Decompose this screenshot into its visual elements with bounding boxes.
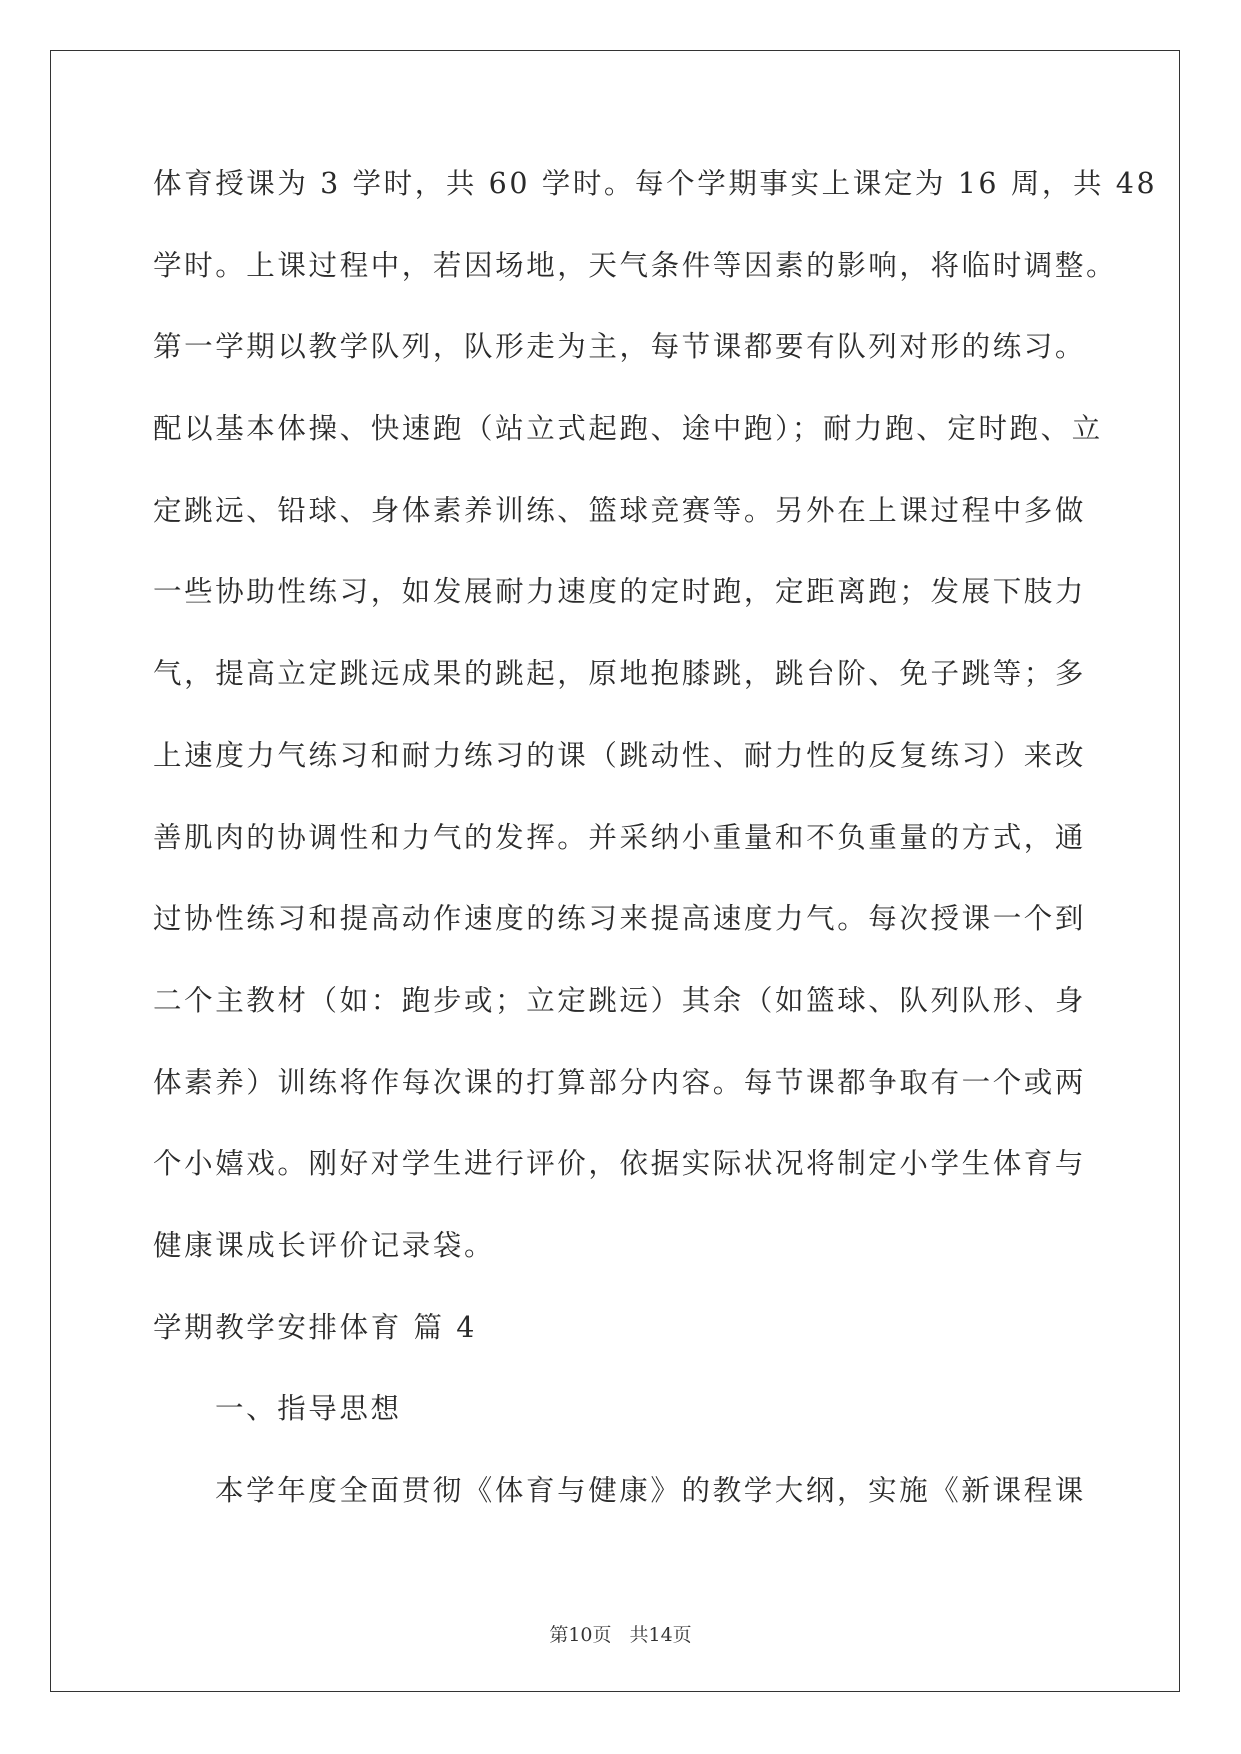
text-line: 个小嬉戏。刚好对学生进行评价，依据实际状况将制定小学生体育与: [153, 1147, 1087, 1181]
text-line: 气，提高立定跳远成果的跳起，原地抱膝跳，跳台阶、免子跳等；多: [153, 657, 1087, 691]
text-line: 本学年度全面贯彻《体育与健康》的教学大纲，实施《新课程课: [215, 1474, 1086, 1507]
text-line: 体育授课为 3 学时，共 60 学时。每个学期事实上课定为 16 周，共 48: [153, 167, 1158, 200]
text-line: 一、指导思想: [215, 1392, 402, 1426]
text-line: 定跳远、铅球、身体素养训练、篮球竞赛等。另外在上课过程中多做: [153, 493, 1087, 527]
page-number-total: 共14页: [629, 1624, 692, 1646]
text-line: 上速度力气练习和耐力练习的课（跳动性、耐力性的反复练习）来改: [153, 738, 1087, 772]
text-line: 善肌肉的协调性和力气的发挥。并采纳小重量和不负重量的方式，通: [153, 820, 1087, 854]
page-number-current: 第10页: [549, 1624, 612, 1646]
text-line: 配以基本体操、快速跑（站立式起跑、途中跑）；耐力跑、定时跑、立: [153, 412, 1103, 446]
text-line: 二个主教材（如：跑步或；立定跳远）其余（如篮球、队列队形、身: [153, 983, 1087, 1017]
page-footer: [0, 1620, 1241, 1647]
text-line: 一些协助性练习，如发展耐力速度的定时跑，定距离跑；发展下肢力: [153, 575, 1087, 609]
text-line: 学期教学安排体育 篇 4: [153, 1310, 477, 1344]
text-line: 第一学期以教学队列，队形走为主，每节课都要有队列对形的练习。: [153, 330, 1087, 364]
text-line: 健康课成长评价记录袋。: [153, 1228, 496, 1262]
document-body: [153, 163, 1158, 1552]
text-line: 学时。上课过程中，若因场地，天气条件等因素的影响，将临时调整。: [153, 248, 1118, 282]
text-line: 体素养）训练将作每次课的打算部分内容。每节课都争取有一个或两: [153, 1065, 1087, 1099]
text-line: 过协性练习和提高动作速度的练习来提高速度力气。每次授课一个到: [153, 902, 1087, 936]
